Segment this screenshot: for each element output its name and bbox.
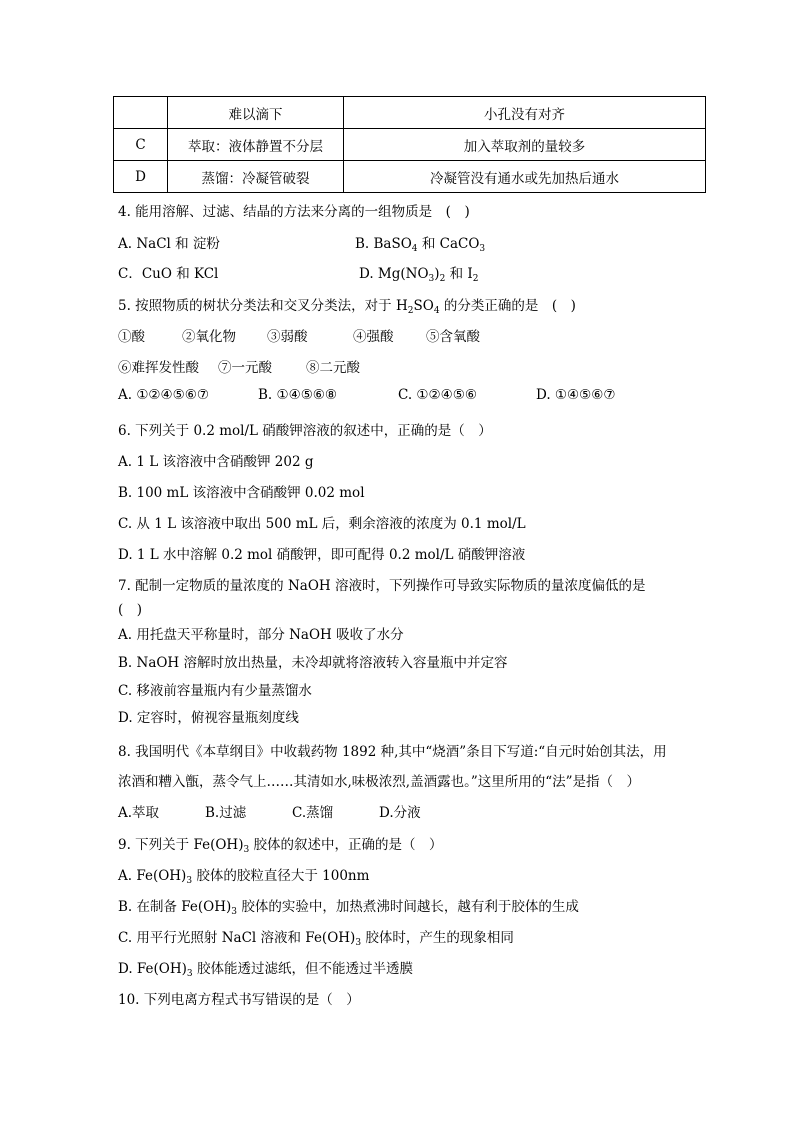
list-item: ⑥难挥发性酸 <box>118 360 199 376</box>
subscript: 3 <box>355 938 362 948</box>
list-item: ⑤含氧酸 <box>426 329 480 345</box>
option-c: C. 从 1 L 该溶液中取出 500 mL 后，剩余溶液的浓度为 0.1 mol/L <box>118 516 526 532</box>
subscript: 3 <box>231 907 238 917</box>
option-b-text: B. BaSO <box>355 236 412 252</box>
option-d-text: ) <box>434 266 440 282</box>
table-cell-operation: 萃取：液体静置不分层 <box>168 129 344 161</box>
stem-text: 的分类正确的是 ( ) <box>439 298 576 314</box>
subscript: 2 <box>407 306 414 316</box>
table-cell-reason: 加入萃取剂的量较多 <box>344 129 706 161</box>
option-d-text: 和 I <box>445 266 473 282</box>
option-text: D. Fe(OH) <box>118 961 187 977</box>
list-item: ③弱酸 <box>267 329 308 345</box>
option-a: A.萃取 <box>118 805 160 821</box>
options-table <box>113 96 706 193</box>
option-text: 胶体能透过滤纸，但不能透过半透膜 <box>192 961 413 977</box>
subscript: 3 <box>428 274 435 284</box>
subscript: 2 <box>472 274 479 284</box>
table-row <box>114 161 706 193</box>
subscript: 3 <box>243 845 250 855</box>
list-item: ⑦一元酸 <box>218 360 272 376</box>
stem-text: 9. 下列关于 Fe(OH) <box>118 837 244 853</box>
stem-text: 5. 按照物质的树状分类法和交叉分类法，对于 H <box>118 298 408 314</box>
stem-text: SO <box>413 298 434 314</box>
option-c: C．CuO 和 KCl <box>118 266 219 282</box>
list-item: ②氧化物 <box>182 329 236 345</box>
subscript: 2 <box>439 274 446 284</box>
option-a <box>118 864 369 886</box>
list-item: ⑧二元酸 <box>306 360 360 376</box>
option-b: B. NaOH 溶解时放出热量，未冷却就将溶液转入容量瓶中并定容 <box>118 655 508 671</box>
table-cell-label: C <box>114 129 168 161</box>
option-b <box>355 232 485 254</box>
option-d: D.分液 <box>379 805 421 821</box>
option-a: A. NaCl 和 淀粉 <box>118 236 220 252</box>
table-cell-label <box>114 97 168 129</box>
table-cell-operation: 难以滴下 <box>168 97 344 129</box>
question-10-stem: 10. 下列电离方程式书写错误的是（ ） <box>118 992 360 1008</box>
table-row <box>114 97 706 129</box>
subscript: 3 <box>186 876 193 886</box>
option-d: D. 1 L 水中溶解 0.2 mol 硝酸钾，即可配得 0.2 mol/L 硝酸钾溶液 <box>118 547 526 563</box>
option-d <box>118 957 413 979</box>
option-b: B.过滤 <box>205 805 247 821</box>
subscript: 3 <box>186 969 193 979</box>
option-b <box>118 895 579 917</box>
question-6-stem: 6. 下列关于 0.2 mol/L 硝酸钾溶液的叙述中，正确的是（ ） <box>118 423 492 439</box>
option-text: 胶体时，产生的现象相同 <box>361 930 514 946</box>
question-5-stem <box>118 294 576 316</box>
option-c <box>118 926 514 948</box>
option-text: 胶体的实验中，加热煮沸时间越长，越有利于胶体的生成 <box>237 899 579 915</box>
subscript: 4 <box>411 244 418 254</box>
table-row <box>114 129 706 161</box>
table-cell-reason: 小孔没有对齐 <box>344 97 706 129</box>
option-text: A. Fe(OH) <box>118 868 187 884</box>
question-7-stem: 7. 配制一定物质的量浓度的 NaOH 溶液时，下列操作可导致实际物质的量浓度偏低的是 <box>118 578 646 594</box>
option-text: 胶体的胶粒直径大于 100nm <box>192 868 370 884</box>
subscript: 4 <box>433 306 440 316</box>
option-a: A. ①②④⑤⑥⑦ <box>118 387 209 403</box>
option-c: C. ①②④⑤⑥ <box>398 387 477 403</box>
question-8-stem-line2: 浓酒和糟入甑，蒸令气上……其清如水,味极浓烈,盖酒露也。”这里所用的“法”是指（ ） <box>118 774 641 790</box>
option-c: C. 移液前容量瓶内有少量蒸馏水 <box>118 683 312 699</box>
option-b-text: 和 CaCO <box>417 236 480 252</box>
option-c: C.蒸馏 <box>292 805 334 821</box>
option-text: B. 在制备 Fe(OH) <box>118 899 232 915</box>
option-d-text: D. Mg(NO <box>359 266 429 282</box>
option-d: D. 定容时，俯视容量瓶刻度线 <box>118 710 299 726</box>
option-d: D. ①④⑤⑥⑦ <box>536 387 616 403</box>
option-b: B. 100 mL 该溶液中含硝酸钾 0.02 mol <box>118 485 365 501</box>
list-item: ①酸 <box>118 329 145 345</box>
table-cell-label: D <box>114 161 168 193</box>
option-d <box>359 262 478 284</box>
question-4-stem: 4. 能用溶解、过滤、结晶的方法来分离的一组物质是 ( ) <box>118 204 470 220</box>
option-a: A. 用托盘天平称量时，部分 NaOH 吸收了水分 <box>118 627 404 643</box>
stem-text: 胶体的叙述中，正确的是（ ） <box>249 837 443 853</box>
table-cell-reason: 冷凝管没有通水或先加热后通水 <box>344 161 706 193</box>
table-cell-operation: 蒸馏：冷凝管破裂 <box>168 161 344 193</box>
option-text: C. 用平行光照射 NaCl 溶液和 Fe(OH) <box>118 930 356 946</box>
subscript: 3 <box>479 244 486 254</box>
answer-paren: ( ) <box>118 602 143 618</box>
list-item: ④强酸 <box>353 329 394 345</box>
option-b: B. ①④⑤⑥⑧ <box>258 387 338 403</box>
question-9-stem <box>118 833 443 855</box>
option-a: A. 1 L 该溶液中含硝酸钾 202 g <box>118 454 314 470</box>
question-8-stem-line1: 8. 我国明代《本草纲目》中收载药物 1892 种,其中“烧酒”条目下写道:“自元时始创其法，用 <box>118 744 667 760</box>
